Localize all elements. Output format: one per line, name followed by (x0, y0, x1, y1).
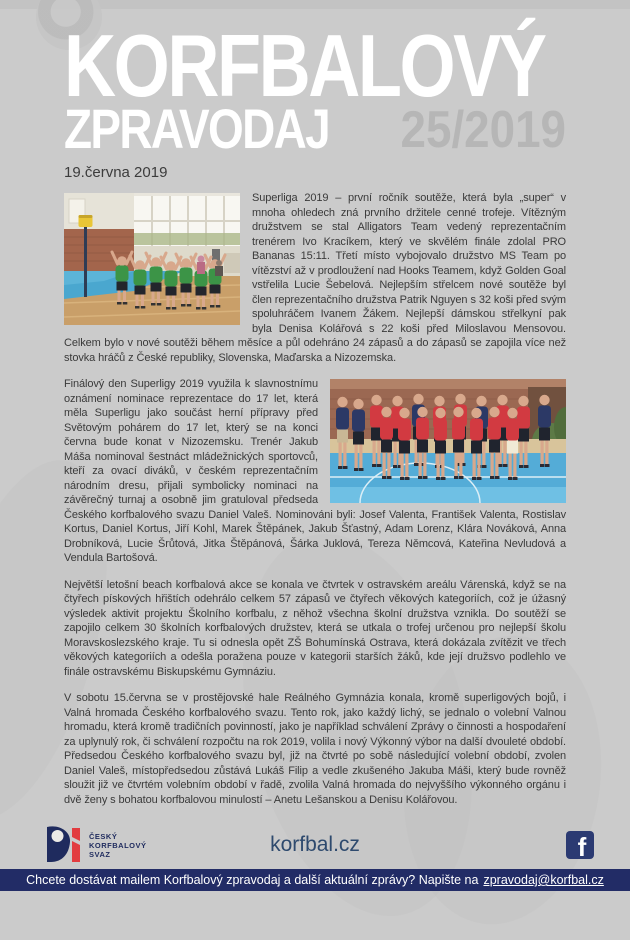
footer (0, 821, 630, 869)
footer-logo (40, 826, 147, 864)
logo-text (89, 832, 147, 859)
korfball-union-logo-icon (40, 826, 82, 864)
article-nominace-text: Finálový den Superligy 2019 využila k slavnostnímu oznámení nominace reprezentace do 17 let, která měla Superligu jako součást herní přípravy před Světovým pohárem do 17 let, který se na konci června bude konat v Nizozemsku. Trenér Jakub Máša nominoval šestnáct mládežnických sportovců, kteří za ovací diváků, v českém reprezentačním národním dresu, přijali symbolicky nominaci na závěrečný turnaj a osobně jim gratuloval předseda Českého korfbalového svazu Daniel Valeš. Nominováni byli: Josef Valenta, František Valenta, Rostislav Kortus, Daniel Kortus, Jiří Kohl, Marek Štěpánek, Jakub Šťastný, Adam Lorenz, Klára Nováková, Anna Drobníková, Lucie Šrůtová, Jitka Štěpánová, Šárka Juklová, Tereza Němcová, Kateřina Nevludová a Vendula Bartošová. (64, 378, 566, 564)
newsletter-title: KORFBALOVÝ (64, 16, 545, 115)
issue-number: 25/2019 (400, 101, 566, 159)
facebook-icon[interactable] (566, 831, 594, 859)
facebook-f-glyph: f (577, 832, 587, 859)
article-valna-hromada (64, 691, 566, 807)
subscribe-bar (0, 869, 630, 891)
issue-date: 19.června 2019 (64, 164, 168, 181)
article-superliga (64, 191, 566, 365)
subscribe-email-link[interactable]: zpravodaj@korfbal.cz (483, 873, 604, 887)
logo-text-line3: SVAZ (89, 849, 111, 859)
article-beach-korfbal (64, 578, 566, 680)
article-valna-text: V sobotu 15.června se v prostějovské hale Reálného Gymnázia konala, kromě superligových bojů, i Valná hromada Českého korfbalového svazu. Tento rok, jako každý lichý, se jednalo o volební Valnou hromadu, která kromě tradičních povinností, jako je například schválení Zprávy o činnosti a hospodaření za uplynulý rok, či schválení rozpočtu na rok 2019, volila i nový Výkonný výbor na další dvouleté období. Předsedou Českého korfbalového svazu byl, již na čtvrté po sobě následující volební období, zvolen Daniel Valeš, místopředsedou zůstává Lukáš Filip a vedle zkušeného Jakuba Máši, který bude rovněž sloužit již ve čtvrtém volebním období v řadě, zvolila Valná hromada do nejvyššího výkonného orgánu i dvě ženy s bohatou korfbalovou minulostí – Anetu Lešanskou a Denisu Kolářovou. (64, 692, 566, 806)
newsletter-subtitle: ZPRAVODAJ (64, 97, 330, 160)
article-nominace-u17 (64, 377, 566, 566)
masthead (64, 0, 566, 181)
article-beach-text: Největší letošní beach korfbalová akce se konala ve čtvrtek v ostravském areálu Várenská, když se na čtyřech pískových hřištích odehrálo celkem 57 zápasů ve čtyřech věkových kategoriích, což je úžasný výsledek aktivit projektu Školního korfbalu, z něhož všechna školní družstva vznikla. Do soutěží se zapojilo celkem 30 školních korfbalových družstev, která se utkala o trofej určenou pro nejlepší školu Moravskoslezského kraje. Tu si odnesla opět ZŠ Bohumínská Ostrava, která dokázala zvítězit ve třech věkových kategoriích a odešla poražena pouze v kategorii starších žáků, kde její družsvo podlehlo ve finále ostravskému Biskupskému Gymnáziu. (64, 578, 566, 678)
article-superliga-text: Superliga 2019 – první ročník soutěže, která byla „super“ v mnoha ohledech zná prvního držitele cenné trofeje. Vítězným družstvem se stal Alligators Team vedený reprezentačním trenérem Ivo Kracíkem, který ve skvělém finále zdolal PRO Bananas 15:11. Třetí místo vybojovalo družstvo MS Team po vítězství až v prodloužení nad Hooks Teamem, když Golden Goal vstřelila Lucie Šebelová. Nejlepším střelcem nové soutěže byl člen reprezentačního družstva Patrik Nguyen s 32 koši před svým spoluhráčem Ivanem Žákem. Nejlepší dámskou střelkyní pak byla Denisa Kolářová s 22 koši před Miloslavou Mensovou. Celkem bylo v nové soutěži během měsíce a půl odehráno 24 zápasů a do zápasů se zapojila více než stovka hráčů z České republiky, Slovenska, Maďarska a Nizozemska. (64, 192, 566, 364)
subscribe-text: Chcete dostávat mailem Korfbalový zpravodaj a další aktuální zprávy? Napište na (26, 873, 479, 887)
website-link[interactable]: korfbal.cz (270, 833, 360, 856)
articles (64, 191, 566, 807)
photo-green-team (64, 193, 240, 325)
logo-text-line1: ČESKÝ (89, 831, 118, 841)
logo-text-line2: KORFBALOVÝ (89, 840, 147, 850)
photo-u17-team (330, 379, 566, 503)
